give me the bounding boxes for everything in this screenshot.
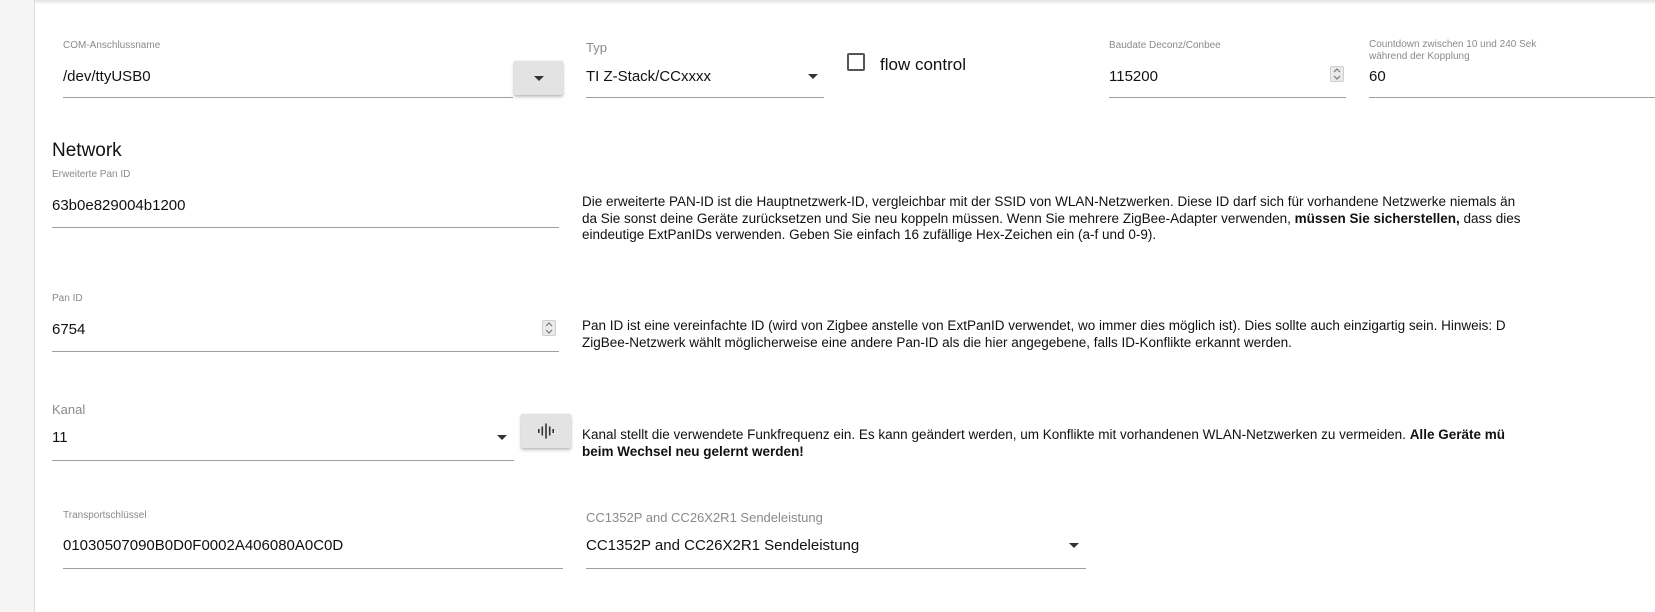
countdown-underline: [1369, 97, 1655, 98]
ext-pan-id-label: Erweiterte Pan ID: [52, 169, 131, 180]
ext-pan-id-desc-line3: eindeutige ExtPanIDs verwenden. Geben Sie einfach 16 zufällige Hex-Zeichen ein (a-f und 0-9).: [582, 227, 1157, 242]
tx-power-underline: [586, 568, 1086, 569]
pan-id-desc-line2: ZigBee-Netzwerk wählt möglicherweise eine andere Pan-ID als die hier angegebene, falls ID-Konflikte erkannt werden.: [582, 334, 1292, 350]
channel-desc-line2: beim Wechsel neu gelernt werden!: [582, 443, 804, 459]
countdown-label-line1: Countdown zwischen 10 und 240 Sek: [1369, 39, 1537, 50]
channel-label: Kanal: [52, 402, 86, 417]
left-gutter: [0, 0, 35, 612]
com-port-input[interactable]: /dev/ttyUSB0: [63, 68, 151, 85]
channel-scan-button[interactable]: [521, 414, 571, 448]
flow-control-label: flow control: [880, 55, 966, 74]
com-port-label: COM-Anschlussname: [63, 40, 161, 51]
tx-power-select[interactable]: CC1352P and CC26X2R1 Sendeleistung: [586, 537, 860, 554]
signal-wave-icon: [537, 423, 555, 439]
baud-rate-input[interactable]: 115200: [1109, 68, 1158, 85]
card-top-edge: [35, 0, 1655, 2]
ext-pan-id-description: [582, 194, 1655, 244]
ext-pan-id-desc-line2: da Sie sonst deine Geräte zurücksetzen und Sie neu koppeln müssen. Wenn Sie mehrere ZigBee-Adapter verwenden, müssen Sie sicherstellen, dass dies: [582, 210, 1521, 226]
stepper-arrows-icon: [545, 322, 553, 334]
pan-id-input[interactable]: 6754: [52, 321, 86, 338]
caret-down-icon: [534, 76, 544, 81]
countdown-input[interactable]: 60: [1369, 68, 1386, 85]
type-dropdown-icon[interactable]: [808, 74, 818, 79]
stepper-arrows-icon: [1333, 68, 1341, 80]
network-section-title: Network: [52, 140, 122, 161]
type-select[interactable]: TI Z-Stack/CCxxxx: [586, 68, 712, 85]
tx-power-dropdown-icon[interactable]: [1069, 543, 1079, 548]
flow-control-checkbox[interactable]: [847, 53, 865, 71]
transport-key-label: Transportschlüssel: [63, 510, 147, 521]
channel-dropdown-icon[interactable]: [497, 435, 507, 440]
tx-power-label: CC1352P and CC26X2R1 Sendeleistung: [586, 510, 823, 525]
pan-id-description: [582, 318, 1655, 351]
pan-id-desc-line1: Pan ID ist eine vereinfachte ID (wird von Zigbee anstelle von ExtPanID verwendet, wo immer dies möglich ist). Dies sollte auch einzigartig sein. Hinweis: D: [582, 318, 1506, 333]
ext-pan-id-desc-line1: Die erweiterte PAN-ID ist die Hauptnetzwerk-ID, vergleichbar mit der SSID von WLAN-Netzwerken. Diese ID darf sich für vorhandene Netzwerke niemals än: [582, 194, 1516, 209]
baud-rate-underline: [1109, 97, 1346, 98]
channel-description: [582, 427, 1655, 460]
com-port-select-button[interactable]: [514, 61, 563, 95]
type-label: Typ: [586, 40, 607, 55]
transport-key-input[interactable]: 01030507090B0D0F0002A406080A0C0D: [63, 537, 344, 554]
type-underline: [586, 97, 824, 98]
pan-id-underline: [52, 351, 559, 352]
pan-id-stepper[interactable]: [542, 320, 556, 336]
baud-rate-stepper[interactable]: [1330, 66, 1344, 82]
pan-id-label: Pan ID: [52, 293, 83, 304]
ext-pan-id-underline: [52, 227, 559, 228]
transport-key-underline: [63, 568, 563, 569]
com-port-underline: [63, 97, 513, 98]
channel-desc-line1: Kanal stellt die verwendete Funkfrequenz ein. Es kann geändert werden, um Konflikte mit vorhandenen WLAN-Netzwerken zu vermeiden. Alle Geräte mü: [582, 427, 1505, 442]
baud-rate-label: Baudate Deconz/Conbee: [1109, 40, 1221, 51]
channel-underline: [52, 460, 514, 461]
channel-select[interactable]: 11: [52, 429, 68, 446]
countdown-label-line2: während der Kopplung: [1369, 51, 1470, 62]
ext-pan-id-input[interactable]: 63b0e829004b1200: [52, 197, 186, 214]
